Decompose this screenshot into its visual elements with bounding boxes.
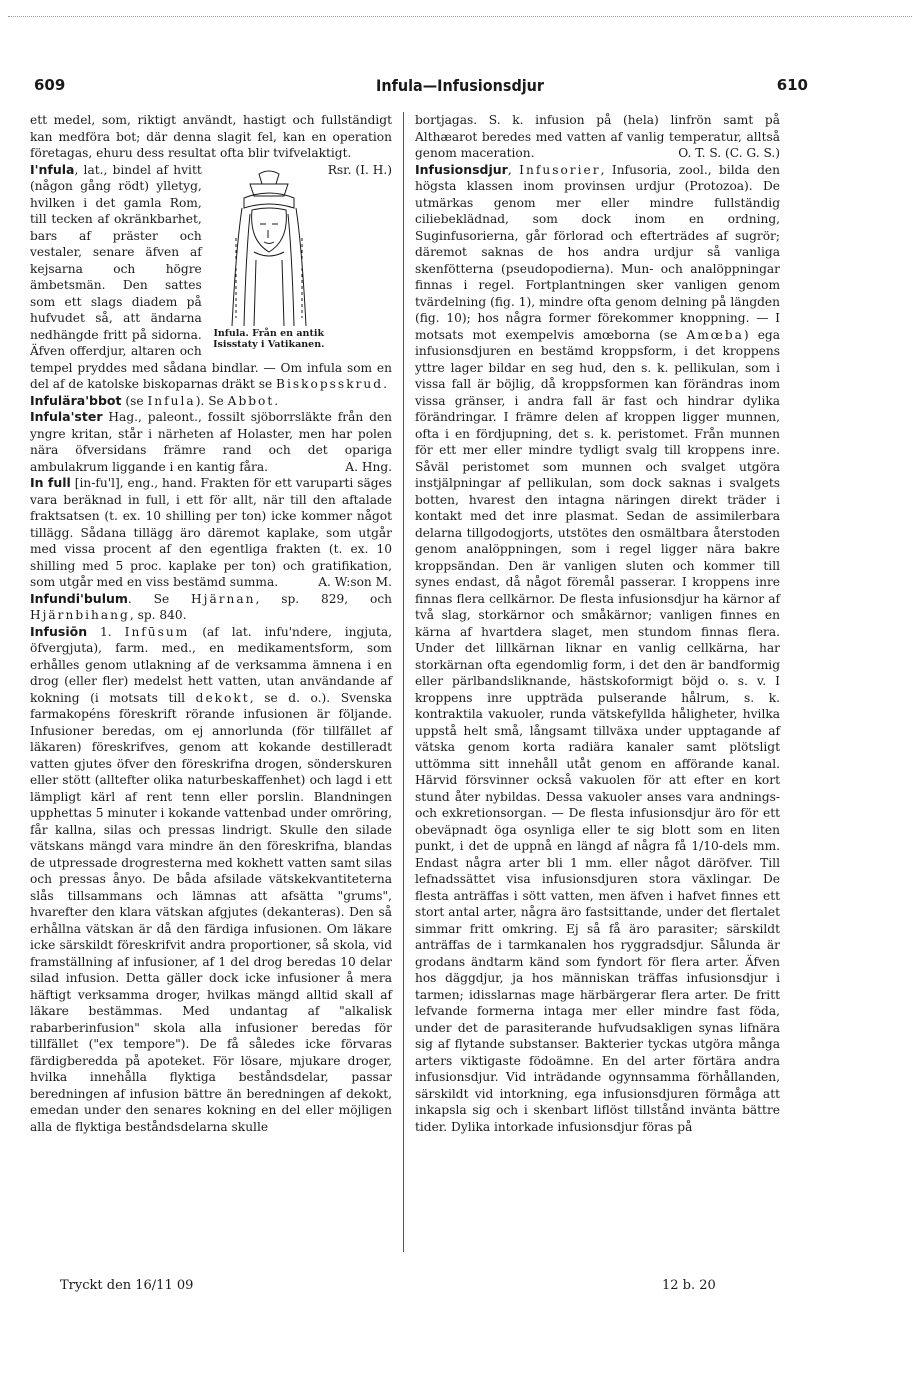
entry-continuation: ett medel, som, riktigt användt, hastigt och fullständigt kan medföra bot; där denna slagit fel, kan en operation företagas, ehuru dess resultat ofta blir tvifvelaktigt. Rsr. (I. H.) [30,113,392,177]
top-rule [8,16,912,17]
page-number-left: 609 [34,76,66,94]
headword-infulara-abbot: Infulära'bbot [30,392,122,408]
entry-infulaster: Infula'ster Hag., paleont., fossilt sjöborrsläkte från den yngre kritan, står i närheten af Holaster, men har polen nära öfversidans främre rand och det opariga ambulakrum liggande i en kantig fåra. A. Hng. [30,409,392,474]
headword-infundibulum: Infundi'bulum [30,590,128,606]
headword-infusionsdjur: Infusionsdjur [415,161,508,177]
figure-caption: Infula. Från en antik Isisstaty i Vatikanen. [213,327,325,350]
headword-in-full: In full [30,475,71,490]
headword-infula: I'nfula [30,161,75,177]
right-column [415,112,780,1135]
isis-statue-illustration [214,168,324,328]
entry-infusionsdjur: Infusionsdjur, Infusorier, Infusoria, zool., bilda den högsta klassen inom provinsen urdjur (Protozoa). De utmärkas genom mer eller mindre fullständig ciliebeklädnad, som dock inom en ordning, Suginfusorierna, går förlorad och efterträdes af sugrör; däremot saknas de hos andra urdjur så vanliga skenfötterna (pseudopodierna). Mun- och analöppningar finnas i regel. Fortplantningen sker vanligen genom tvärdelning (fig. 1), mindre ofta genom delning på längden (fig. 10); hos några former förekommer knoppning. — I motsats mot exempelvis amœborna (se Amœba) ega infusionsdjuren en bestämd kroppsform, i det kroppens yttre lager bildar en seg hud, den s. k. pellikulan, som i vissa fall är böjlig, då kroppsformen kan förändras inom vissa gränser, i andra fall är fast och hindrar dylika förändringar. I främre delen af kroppen ligger munnen, ofta i en fördjupning, det s. k. peristomet. Från munnen för ett mer eller mindre tydligt svalg till kroppens inre. Såväl peristomet som munnen och svalget utgöra instjälpningar af pellikulan, som dock saknas i svalgets botten, hvarest den intagna näringen direkt träder i kontakt med det inre plasmat. Sedan de assimilerbara delarna tillgodogjorts, utstötes den osmältbara återstoden genom analöppningen, som i regel ligger nära bakre kroppsändan. Den är vanligen sluten och kommer till synes endast, då något föremål passerar. I kroppens inre finnas flera cellkärnor. De flesta infusionsdjur ha kärnor af två slag, storkärnor och småkärnor; vanligen finnes en kärna af hvartdera slaget, men stundom finnas flera. Under det lillkärnan liknar en vanlig cellkärna, har storkärnan ofta egendomlig form, i det den är bandformig eller pärlbandsliknande, hästskoformigt böjd o. s. v. I kroppens inre uppträda pulserande hålrum, s. k. kontraktila vakuoler, runda vätskefyllda håligheter, hvilka uppstå helt små, långsamt tillväxa under upptagande af vätska genom korta radiära kanaler samt plötsligt uttömma sitt innehåll utåt genom en afförande kanal. Härvid försvinner också vakuolen för att efter en kort stund åter nybildas. Dessa vakuoler anses vara andnings- och exkretionsorgan. — De flesta infusionsdjur äro för ett obeväpnadt öga osynliga eller te sig blott som en liten punkt, i det de uppnå en längd af några få 1/10-dels mm. Endast några arter bli 1 mm. eller något däröfver. Till lefnadssättet visa infusionsdjuren stora växlingar. De flesta anträffas i sött vatten, men äfven i hafvet finnes ett stort antal arter, några äro fastsittande, under det flertalet simmar fritt omkring. Ej så få äro parasiter; särskildt anträffas de i tarmkanalen hos ryggradsdjur. Sålunda är grodans ändtarm känd som fyndort för flera arter. Äfven hos däggdjur, ja hos människan träffas infusionsdjur i tarmen; idisslarnas mage härbärgerar flera arter. De fritt lefvande formerna intaga mer eller mindre fast föda, under det de parasiterande hufvudsakligen synas lifnära sig af flytande substanser. Bakterier tyckas utgöra många arters viktigaste födoämne. En del arter förtära andra infusionsdjur. Vid inträdande ogynnsamma förhållanden, särskildt vid intorkning, ega infusionsdjuren förmåga att inkapsla sig och i skenbart liflöst tillstånd invänta bättre tider. Dylika intorkade infusionsdjur föras på [415,161,780,1134]
page-header [0,76,920,100]
running-title: Infula—Infusionsdjur [375,76,545,95]
headword-infulaster: Infula'ster [30,409,103,424]
entry-infusion: Infusiōn 1. Infūsum (af lat. infu'ndere, ingjuta, öfvergjuta), farm. med., en medikamentsform, som erhålles genom utlakning af de verksamma ämnena i en drog (eller fler) medelst hett vatten, utan användande af kokning (i motsats till dekokt, se d. o.). Svenska farmakopéns föreskrift rörande infusionen är följande. Infusioner beredas, om ej annorlunda (för tillfället af läkaren) föreskrifves, genom att kokande destilleradt vatten gjutes öfver den föreskrifna drogen, sönderskuren eller stött (alltefter olika naturbeskaffenhet) och lagd i ett lämpligt kärl af rent tenn eller porslin. Blandningen upphettas 5 minuter i kokande vattenbad under omröring, får kallna, silas och pressas lindrigt. Skulle den silade vätskans mängd vara mindre än den föreskrifna, blandas de utpressade drogresterna med kokhett vatten samt silas och pressas ånyo. De båda afsilade vätskekvantiteterna slås tillsammans och lämnas att afsätta "grums", hvarefter den klara vätskan afgjutes (dekanteras). Den så erhållna vätskan är då den färdiga infusionen. Om läkare icke särskildt föreskrifvit andra proportioner, så skola, vid framställning af infusioner, af 1 del drog beredas 10 delar silad infusion. Detta gäller dock icke infusioner å mera häftigt verksamma droger, hvilkas mängd alltid skall af läkare bestämmas. Med undantag af "alkalisk rabarberinfusion" skola alla infusioner beredas för tillfället ("ex tempore"). De få således icke förvaras färdigberedda på apoteket. För lösare, mjukare droger, hvilka innehålla flyktiga beståndsdelar, passar beredningen af infusion bättre än beredningen af dekokt, emedan under den senares kokning en del eller möjligen alla de flyktiga beståndsdelarna skulle [30,623,392,1134]
entry-infula: I'nfula, lat., bindel af hvitt (någon gång rödt) ylletyg, hvilken i det gamla Rom, till tecken af okränkbarhet, bars af präster och vestaler, senare äfven af kejsarna och högre ämbetsmän. Den sattes som ett slags diadem på hufvudet så, att ändarna nedhängde fritt på sidorna. Äfven offerdjur, altaren och tempel pryddes med sådana bindlar. — Om infula som en del af de katolske biskoparnas dräkt se Biskopsskrud. [30,161,392,391]
signature: A. Hng. [345,459,392,474]
signature: A. W:son M. [318,575,392,589]
signature-mark: 12 b. 20 [662,1278,716,1293]
print-date: Tryckt den 16/11 09 [60,1278,194,1293]
page-number-right: 610 [776,76,808,94]
entry-continuation: bortjagas. S. k. infusion på (hela) linfrön samt på Althæarot beredes med vatten af vanlig temperatur, alltså genom maceration. O. T. S. (C. G. S.) [415,113,780,160]
headword-infusion: Infusiōn [30,623,88,639]
cross-reference: Biskopsskrud [276,377,384,391]
entry-in-full: In full [in-fu'l], eng., hand. Frakten för ett varuparti säges vara beräknad in full, i ett för allt, när till den aftalade fraktsatsen (t. ex. 10 shilling per ton) icke kommer något tillägg. Sådana tillägg äro däremot kaplake, som utgår med vissa procent af den egentliga frakten (t. ex. 10 shilling med 5 proc. kaplake per ton) och gratifikation, som utgår med en viss bestämd summa. A. W:son M. [30,475,393,589]
column-divider [403,112,404,1252]
entry-infundibulum: Infundi'bulum. Se Hjärnan, sp. 829, och Hjärnbihang, sp. 840. [30,590,393,622]
signature: Rsr. (I. H.) [327,162,392,177]
entry-infulara-abbot: Infulära'bbot (se Infula). Se Abbot. [30,392,279,408]
signature: O. T. S. (C. G. S.) [678,146,780,160]
infula-figure [210,168,328,350]
left-column [30,112,392,1135]
